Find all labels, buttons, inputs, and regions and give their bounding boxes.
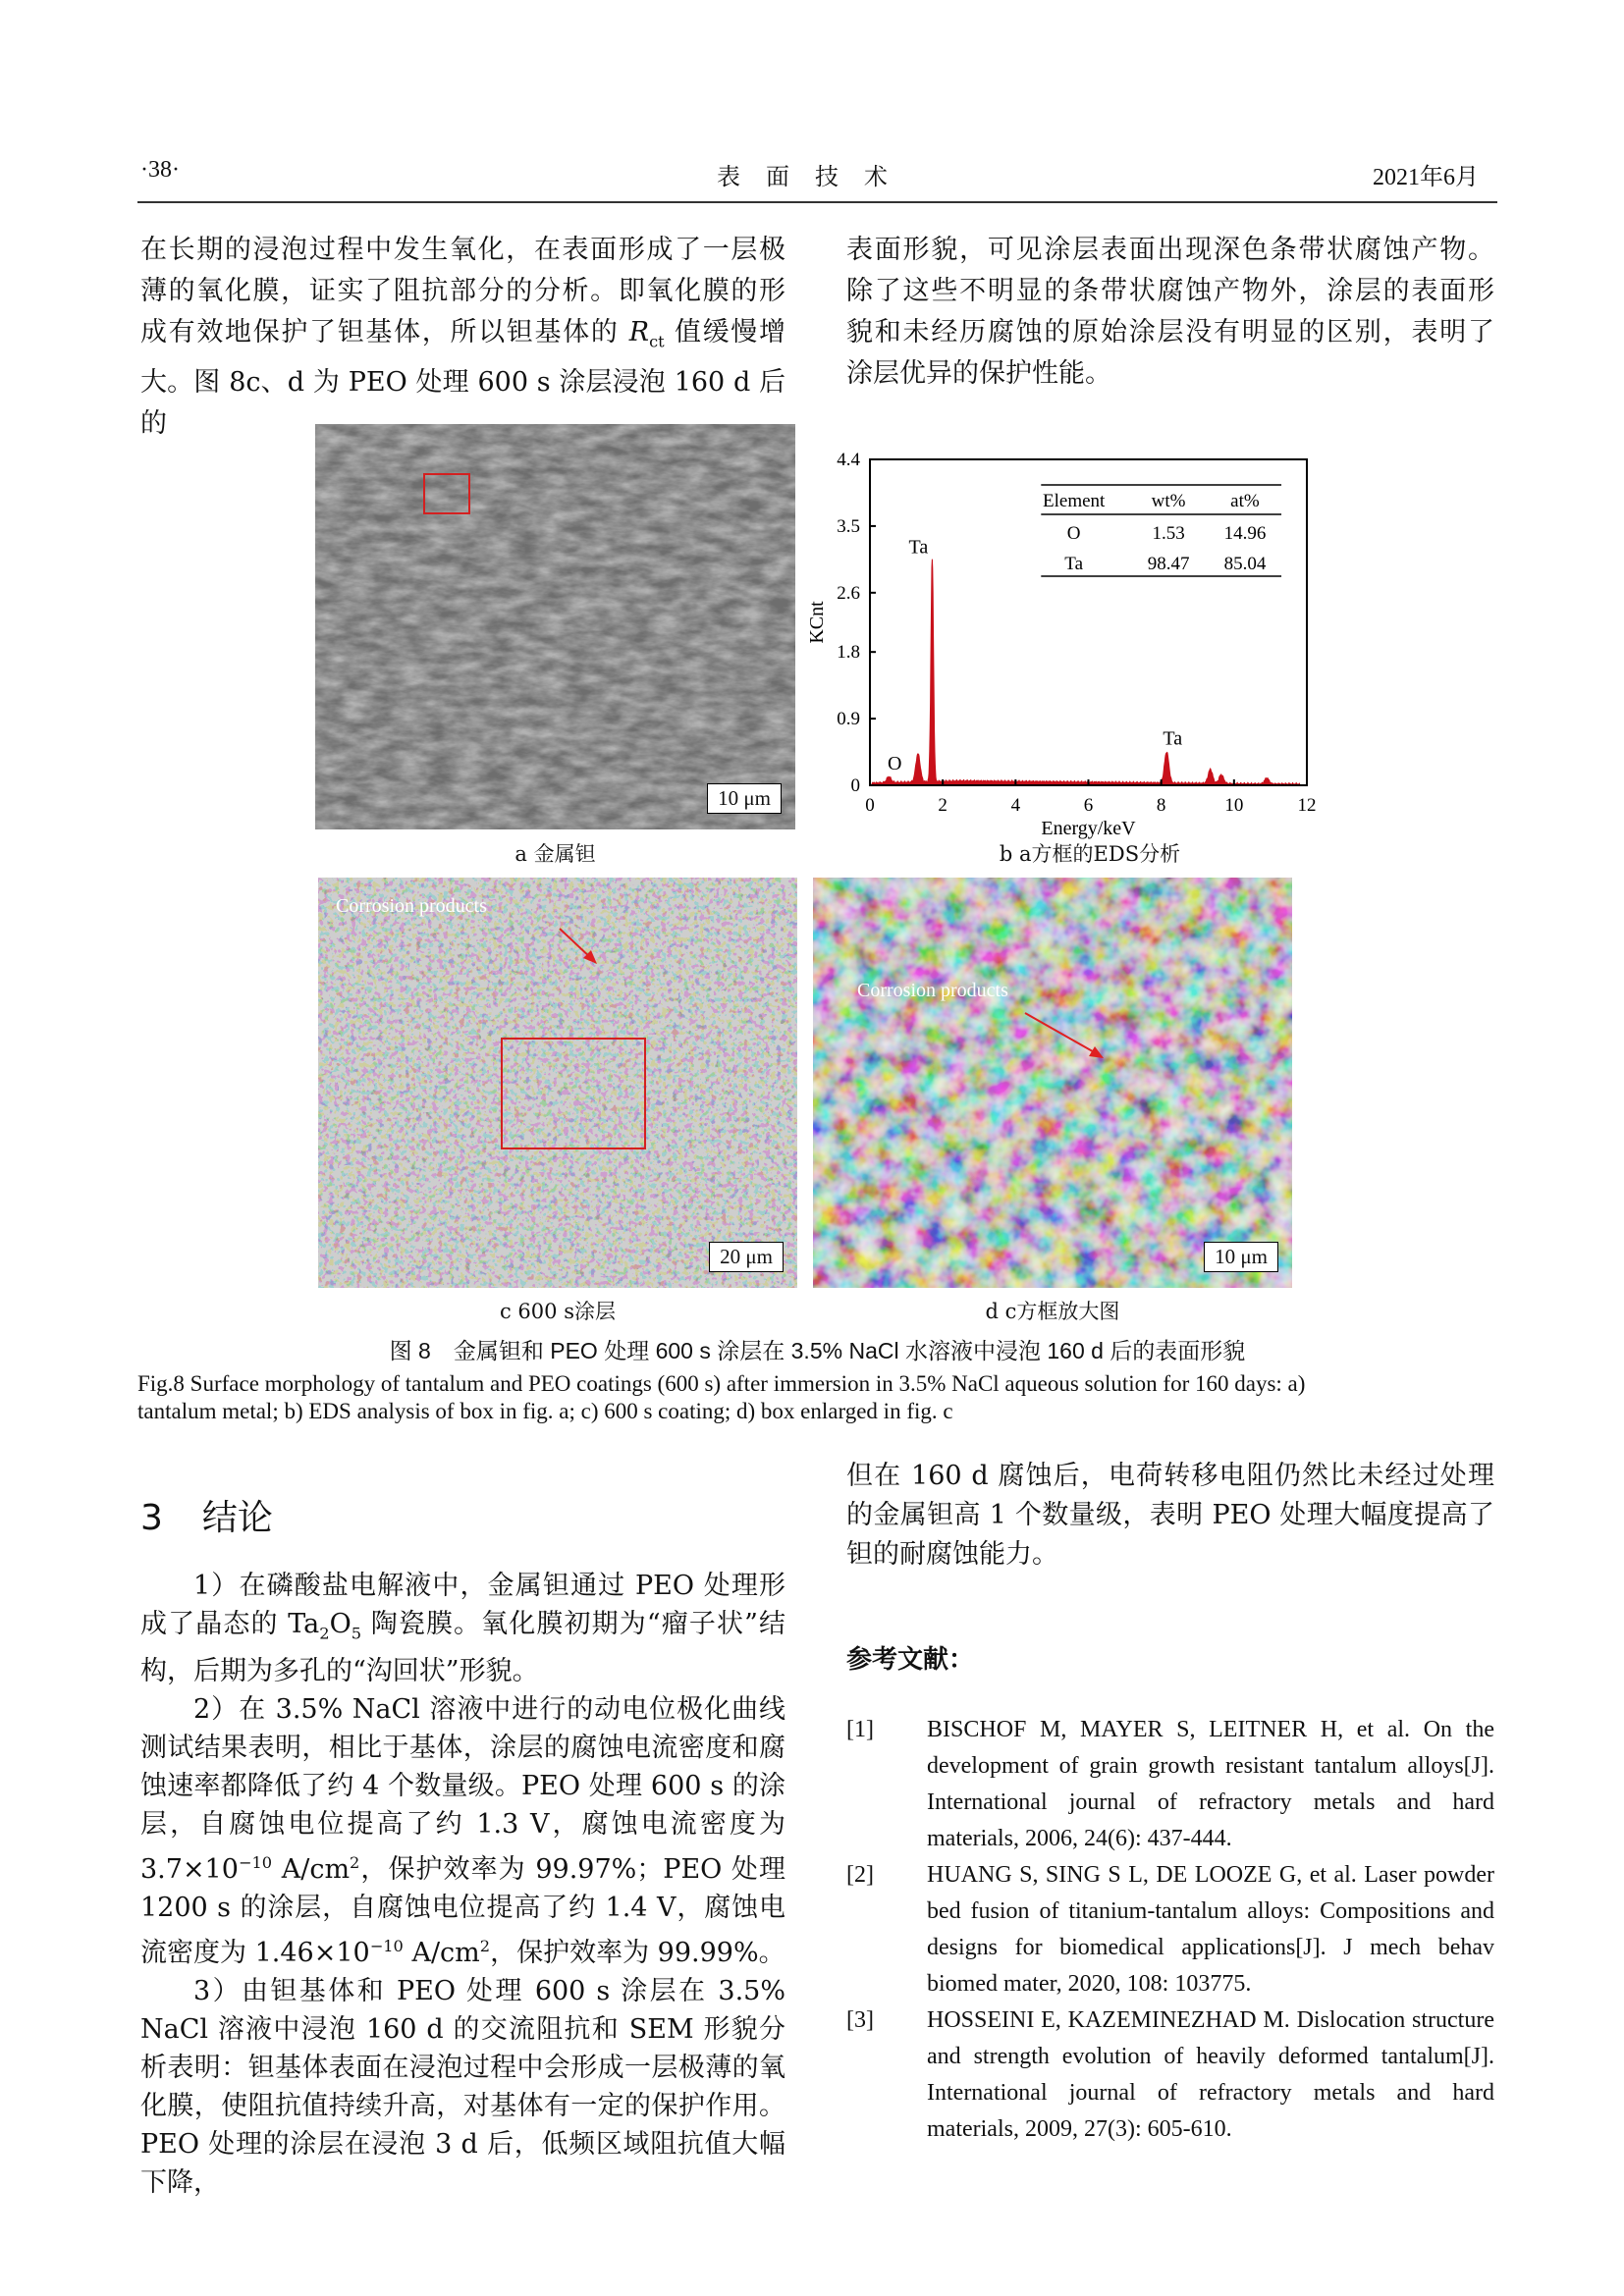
intro-left-column [140,230,785,445]
panel-b-caption: b a方框的EDS分析 [999,842,1181,866]
eds-chart-svg [795,432,1345,844]
table-cell: Ta [1064,554,1084,574]
figure-caption-cn: 图 8 金属钽和 PEO 处理 600 s 涂层在 3.5% NaCl 水溶液中浸泡 160 d 后的表面形貌 [389,1338,1246,1363]
text-line: 貌和未经历腐蚀的原始涂层没有明显的区别，表明了 [846,317,1494,347]
header-rule [137,201,1497,203]
x-tick-label: 12 [1297,795,1317,816]
text-line: 涂层优异的保护性能。 [846,358,1111,389]
table-header: at% [1230,491,1260,511]
page-number: ·38· [140,157,180,183]
text-span: 2）在 3.5% NaCl 溶液中进行的动电位极化曲线测试结果表明，相比于基体，涂层的腐蚀电流密度和腐蚀速率都降低了约 4 个数量级。PEO 处理 600 s 的涂层，自腐蚀电位提高了约 1.3 V，腐蚀电流密度为 3.7×10 [140,1694,785,1886]
panel-a-caption: a 金属钽 [514,842,596,866]
reference-number: [1] [846,1717,874,1742]
y-tick-label: 3.5 [837,515,860,537]
text-line: 大。图 8c、d 为 PEO 处理 600 s 涂层浸泡 160 d 后的 [140,367,785,440]
intro-right-column [846,230,1494,395]
reference-item [846,1857,1494,2002]
issue-date: 2021年6月 [1373,165,1479,190]
figure-caption-en-line1: Fig.8 Surface morphology of tantalum and PEO coatings (600 s) after immersion in 3.5% NaCl aqueous solution for 160 days: a) [137,1371,1306,1396]
conclusion-point-2 [140,1690,785,1972]
superscript: 2 [479,1937,491,1956]
y-tick-label: 0.9 [837,709,860,730]
text-line: 表面形貌，可见涂层表面出现深色条带状腐蚀产物。 [846,235,1494,265]
text-span: A/cm [403,1938,480,1969]
table-header: Element [1043,491,1106,511]
text-line: 除了这些不明显的条带状腐蚀产物外，涂层的表面形 [846,276,1494,306]
superscript: 2 [350,1853,360,1873]
rct-symbol: R [628,317,650,347]
text-span: O [329,1609,352,1639]
section-title: 结论 [201,1498,273,1538]
conclusion-right-column [846,1457,1494,1575]
y-tick-label: 4.4 [837,450,860,470]
corrosion-products-label: Corrosion products [336,895,487,917]
reference-number: [2] [846,1862,874,1888]
superscript: −10 [238,1853,273,1873]
text-span: ，保护效率为 99.99%。 [490,1938,785,1969]
peak-label: Ta [908,536,929,559]
y-axis-label: KCnt [806,601,828,644]
conclusion-point-3-continued: 但在 160 d 腐蚀后，电荷转移电阻仍然比未经过处理的金属钽高 1 个数量级，表明 PEO 处理大幅度提高了钽的耐腐蚀能力。 [846,1461,1494,1570]
sem-image-enlarged [813,878,1292,1288]
text-span: 1）在磷酸盐电解液中，金属钽通过 PEO 处理形成了晶态的 Ta [140,1571,785,1639]
reference-number: [3] [846,2007,874,2033]
x-tick-label: 8 [1156,795,1166,816]
y-tick-label: 1.8 [837,642,860,664]
scale-bar: 20 μm [709,1242,784,1272]
text-span: 值缓慢增 [664,317,785,347]
table-cell: 85.04 [1223,554,1267,574]
subscript: 2 [319,1624,330,1643]
eds-chart [795,432,1345,844]
section-heading [140,1490,273,1540]
conclusion-point-3: 3）由钽基体和 PEO 处理 600 s 涂层在 3.5% NaCl 溶液中浸泡 160 d 的交流阻抗和 SEM 形貌分析表明：钽基体表面在浸泡过程中会形成一层极薄的氧化膜，使阻抗值持续升高，对基体有一定的保护作用。PEO 处理的涂层在浸泡 3 d 后，低频区域阻抗值大幅下降， [140,1976,785,2199]
corrosion-products-label: Corrosion products [857,980,1008,1001]
reference-text: BISCHOF M, MAYER S, LEITNER H, et al. On the development of grain growth resistant tantalum alloys[J]. International journal of refractory metals and hard materials, 2006, 24(6): 437-444. [927,1717,1494,1851]
text-span: A/cm [272,1854,351,1886]
peak-label: O [888,752,902,774]
reference-item [846,2002,1494,2148]
text-line [140,312,785,362]
x-tick-label: 0 [865,795,875,816]
y-tick-label: 0 [850,775,860,796]
conclusion-point-1 [140,1567,785,1690]
text-span: 成有效地保护了钽基体，所以钽基体的 [140,317,629,347]
panel-c-caption: c 600 s涂层 [500,1300,616,1323]
enlarged-region-box [501,1038,646,1149]
table-cell: 14.96 [1223,523,1267,544]
x-tick-label: 6 [1083,795,1094,816]
text-span: ，保护效率为 99.97%；PEO 处理 1200 s 的涂层，自腐蚀电位提高了约 1.4 V，腐蚀电流密度为 1.46×10 [140,1854,785,1969]
figure-caption-en-line2: tantalum metal; b) EDS analysis of box in fig. a; c) 600 s coating; d) box enlarged in fig. c [137,1399,953,1423]
text-span: 陶瓷膜。氧化膜初期为“瘤子状”结构，后期为多孔的“沟回状”形貌。 [140,1609,785,1687]
analysis-box [423,473,470,514]
superscript: −10 [369,1937,404,1956]
text-line: 在长期的浸泡过程中发生氧化，在表面形成了一层极 [140,235,785,265]
reference-text: HUANG S, SING S L, DE LOOZE G, et al. Laser powder bed fusion of titanium-tantalum alloys: Compositions and designs for biomedical applications[J]. J mech behav biomed mater, 2020, 108: 103775. [927,1862,1494,1997]
reference-text: HOSSEINI E, KAZEMINEZHAD M. Dislocation structure and strength evolution of heavily deformed tantalum[J]. International journal of refractory metals and hard materials, 2009, 27(3): 605-610. [927,2007,1494,2142]
conclusion-left-column [140,1567,785,2202]
sem-image-tantalum [315,424,795,829]
reference-item [846,1712,1494,1857]
text-line: 薄的氧化膜，证实了阻抗部分的分析。即氧化膜的形 [140,276,785,306]
x-tick-label: 2 [938,795,947,816]
scale-bar: 10 μm [1204,1242,1278,1272]
section-number: 3 [140,1498,163,1538]
panel-d-caption: d c方框放大图 [985,1300,1120,1323]
x-tick-label: 10 [1224,795,1244,816]
y-tick-label: 2.6 [837,582,860,604]
table-cell: O [1066,523,1081,544]
references-title: 参考文献： [846,1645,975,1675]
table-cell: 98.47 [1147,554,1190,574]
peak-label: Ta [1163,727,1183,750]
x-axis-label: Energy/keV [1041,818,1136,839]
reference-list [846,1712,1494,2148]
arrow-icon [813,878,1292,1288]
subscript: 5 [351,1624,362,1643]
scale-bar: 10 μm [707,783,782,814]
table-header: wt% [1151,491,1186,511]
rct-subscript: ct [649,332,665,351]
journal-title: 表 面 技 术 [717,165,897,190]
table-cell: 1.53 [1152,523,1185,544]
x-tick-label: 4 [1010,795,1021,816]
spectrum-series [872,560,1300,785]
sem-image-600s-coating [318,878,797,1288]
